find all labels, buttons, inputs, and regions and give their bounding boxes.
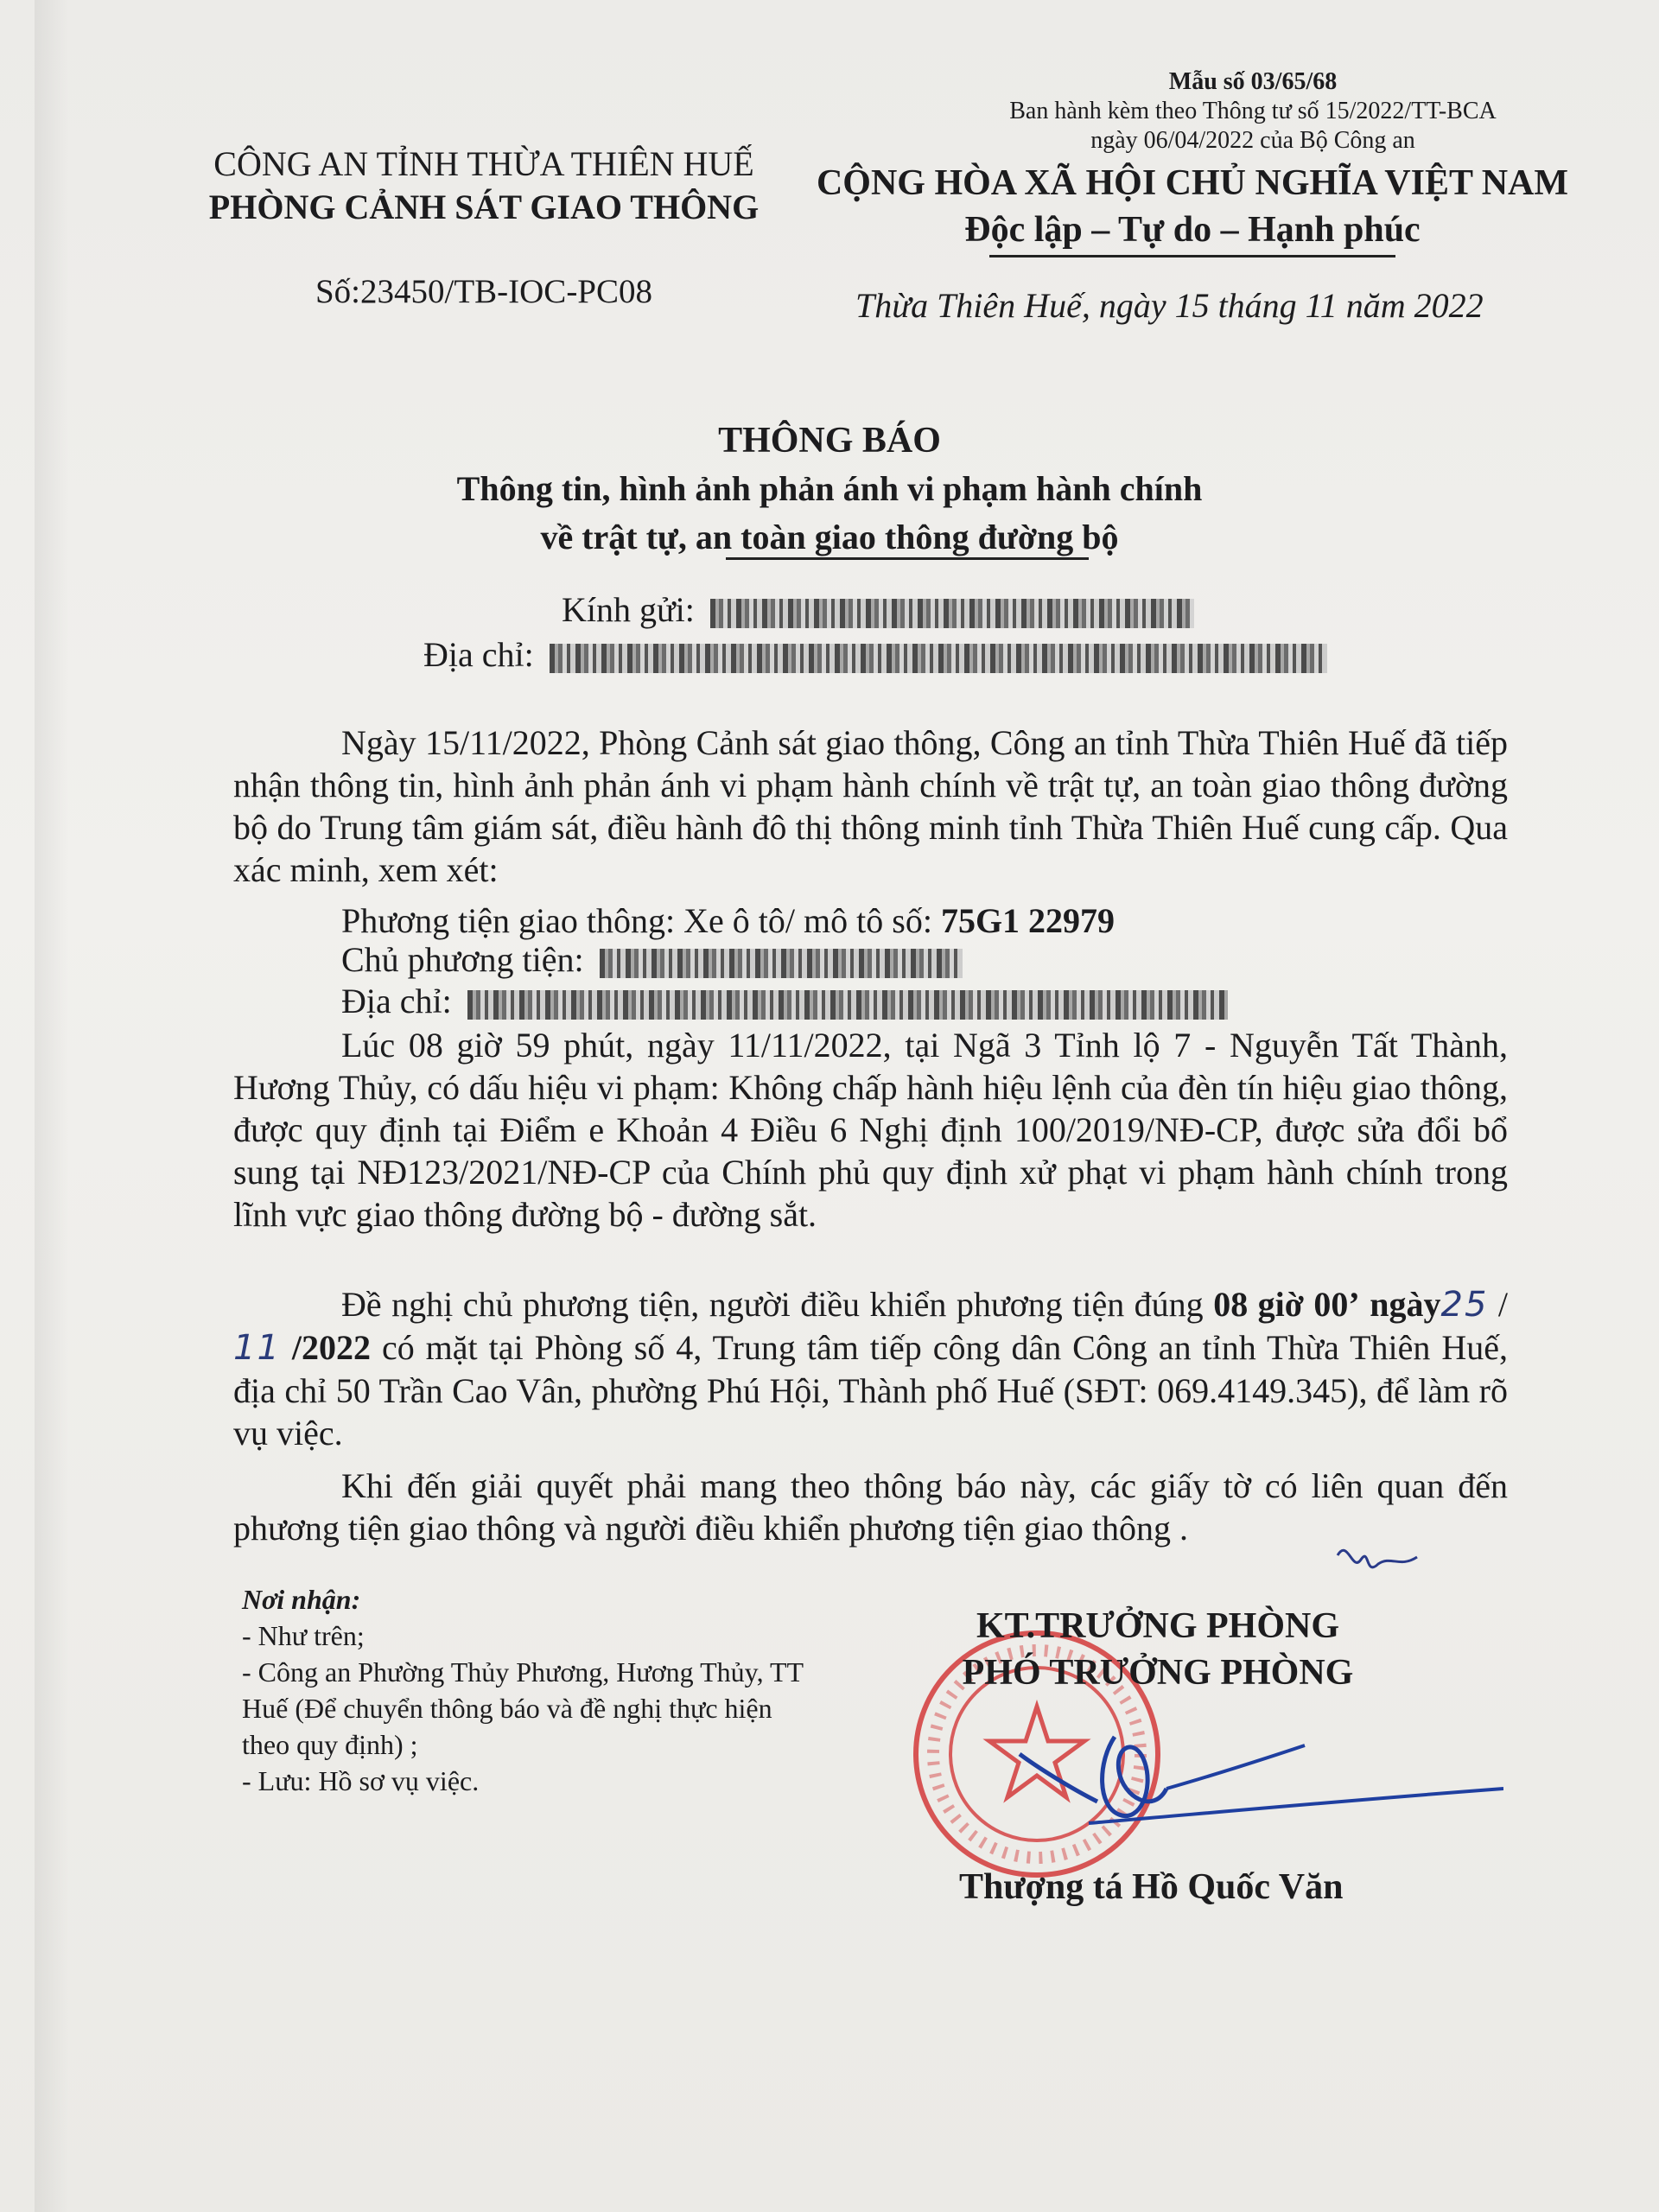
page-shadow (35, 0, 69, 2212)
recipient-address-label: Địa chỉ: (423, 635, 534, 674)
signer-name: Thượng tá Hồ Quốc Văn (959, 1867, 1344, 1907)
body-paragraph-1: Ngày 15/11/2022, Phòng Cảnh sát giao thông, Công an tỉnh Thừa Thiên Huế đã tiếp nhận thông tin, hình ảnh phản ánh vi phạm hành chính về trật tự, an toàn giao thông đường bộ do Trung tâm giám sát, điều hành đô thị thông minh tỉnh Thừa Thiên Huế cung cấp. Qua xác minh, xem xét: (233, 723, 1508, 889)
para3-rest: có mặt tại Phòng số 4, Trung tâm tiếp công dân Công an tỉnh Thừa Thiên Huế, địa chỉ 50 Trần Cao Vân, phường Phú Hội, Thành phố Huế (SĐT: 069.4149.345), để làm rõ vụ việc. (233, 1328, 1509, 1452)
form-issued-line1: Ban hành kèm theo Thông tư số 15/2022/TT-BCA (1009, 98, 1497, 124)
appointment-time: 08 giờ 00’ (1213, 1285, 1360, 1324)
body-paragraph-4: Khi đến giải quyết phải mang theo thông báo này, các giấy tờ có liên quan đến phương tiện giao thông và người điều khiển phương tiện giao thông . (233, 1466, 1508, 1548)
handwritten-month: 11 (233, 1328, 281, 1368)
signer-title-2: PHÓ TRƯỞNG PHÒNG (962, 1653, 1354, 1693)
redacted-address (550, 644, 1327, 673)
motto-underline (989, 255, 1395, 257)
form-issued-line2: ngày 06/04/2022 của Bộ Công an (1090, 127, 1415, 154)
owner-label: Chủ phương tiện: (341, 940, 584, 979)
redacted-owner (600, 949, 963, 978)
header-left (173, 143, 795, 314)
para3-start: Đề nghị chủ phương tiện, người điều khiển phương tiện đúng (341, 1285, 1204, 1324)
redacted-name (710, 599, 1194, 628)
department-name: PHÒNG CẢNH SÁT GIAO THÔNG (208, 188, 760, 226)
initials-mark (1331, 1529, 1426, 1581)
signer-block (933, 1603, 1382, 1696)
country-name: CỘNG HÒA XÃ HỘI CHỦ NGHĨA VIỆT NAM (816, 163, 1569, 203)
appointment-day-label: ngày (1370, 1285, 1441, 1324)
date-separator: / (1497, 1285, 1509, 1324)
form-note (950, 67, 1555, 156)
recipients-list (242, 1581, 812, 1799)
body-paragraph-3 (233, 1283, 1508, 1454)
header-right (804, 160, 1581, 257)
owner-row (341, 938, 963, 982)
handwritten-day: 25 (1440, 1285, 1489, 1325)
redacted-owner-address (467, 990, 1228, 1020)
title-underline (726, 557, 1089, 560)
body-paragraph-2: Lúc 08 giờ 59 phút, ngày 11/11/2022, tại Ngã 3 Tỉnh lộ 7 - Nguyễn Tất Thành, Hương Thủy, có dấu hiệu vi phạm: Không chấp hành hiệu lệnh của đèn tín hiệu giao thông, được quy định tại Điểm e Khoản 4 Điều 6 Nghị định 100/2019/NĐ-CP, được sửa đổi bổ sung tại NĐ123/2021/NĐ-CP của Chính phủ quy định xử phạt vi phạm hành chính trong lĩnh vực giao thông đường bộ - đường sắt. (233, 1026, 1508, 1234)
place-date: Thừa Thiên Huế, ngày 15 tháng 11 năm 2022 (855, 286, 1484, 325)
form-number: Mẫu số 03/65/68 (1168, 68, 1338, 95)
recipient-item: - Lưu: Hồ sơ vụ việc. (242, 1765, 480, 1796)
recipient-item: - Công an Phường Thủy Phương, Hương Thủy, TT Huế (Để chuyển thông báo và đề nghị thực hiện theo quy định) ; (242, 1656, 804, 1760)
motto: Độc lập – Tự do – Hạnh phúc (964, 210, 1421, 250)
recipient-row (423, 588, 1327, 632)
document-title (0, 416, 1659, 562)
vehicle-label: Phương tiện giao thông: Xe ô tô/ mô tô số: (341, 901, 932, 940)
recipient-block (423, 588, 1327, 677)
agency-name: CÔNG AN TỈNH THỪA THIÊN HUẾ (213, 144, 754, 183)
title-heading: THÔNG BÁO (718, 421, 941, 461)
recipient-item: - Như trên; (242, 1620, 365, 1651)
owner-address-label: Địa chỉ: (341, 982, 452, 1020)
signer-title-1: KT.TRƯỞNG PHÒNG (976, 1606, 1339, 1646)
plate-number: 75G1 22979 (940, 901, 1116, 940)
title-line1: Thông tin, hình ảnh phản ánh vi phạm hành chính (456, 469, 1203, 508)
owner-address-row (341, 979, 1228, 1024)
signature (968, 1685, 1503, 1849)
appointment-year: /2022 (291, 1328, 371, 1367)
recipients-label: Nơi nhận: (242, 1584, 361, 1615)
recipient-address-row (423, 632, 1327, 677)
recipient-label: Kính gửi: (562, 590, 695, 629)
title-line2: về trật tự, an toàn giao thông đường bộ (540, 518, 1119, 556)
document-number: Số:23450/TB-IOC-PC08 (315, 273, 653, 310)
